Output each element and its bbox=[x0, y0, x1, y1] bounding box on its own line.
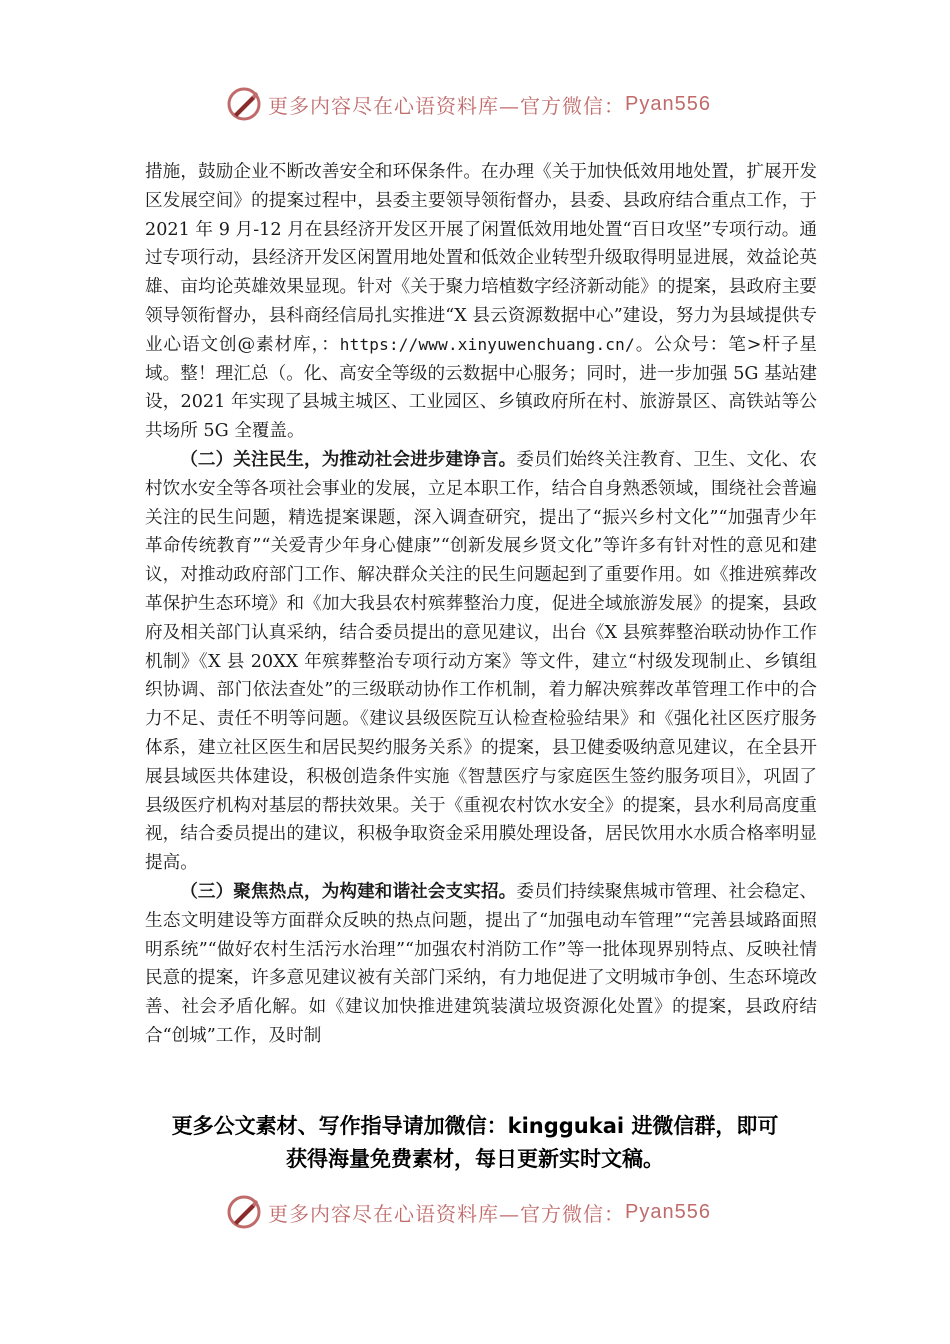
paragraph-3-text: 委员们持续聚焦城市管理、社会稳定、生态文明建设等方面群众反映的热点问题，提出了“加强电动车管理”“完善县域路面照明系统”“做好农村生活污水治理”“加强农村消防工作”等一批体现界别特点、反映社情民意的提案，许多意见建议被有关部门采纳，有力地促进了文明城市争创、生态环境改善、社会矛盾化解。如《建议加快推进建筑装潢垃圾资源化处置》的提案，县政府结合“创城”工作，及时制 bbox=[145, 881, 817, 1046]
section-heading-3: （三）聚焦热点，为构建和谐社会支实招。 bbox=[180, 880, 517, 902]
website-url: https://www.xinyuwenchuang.cn/ bbox=[339, 334, 635, 354]
promo-banner bbox=[120, 1110, 830, 1176]
document-body bbox=[145, 158, 817, 1051]
paragraph-1 bbox=[145, 158, 817, 446]
watermark-text: 更多内容尽在心语资料库—官方微信： bbox=[268, 1201, 625, 1226]
section-heading-2: （二）关注民生，为推动社会进步建诤言。 bbox=[180, 448, 517, 470]
paragraph-1-text: 措施，鼓励企业不断改善安全和环保条件。在办理《关于加快低效用地处置，扩展开发区发展空间》的提案过程中，县委主要领导领衔督办，县委、县政府结合重点工作，于 2021 年 9 月-12 月在县经济开发区开展了闲置低效用地处置“百日攻坚”专项行动。通过专项行动，县经济开发区闲置用地处置和低效企业转型升级取得明显进展，效益论英雄、亩均论英雄效果显现。针对《关于聚力培植数字经济新动能》的提案，县政府主要领导领衔督办，县科商经信局扎实推进“X 县云资源数据中心”建设，努力为县域提供专业心语文创@素材库，： bbox=[145, 162, 817, 355]
promo-line-1: 更多公文素材、写作指导请加微信：kinggukai 进微信群，即可 bbox=[171, 1114, 779, 1138]
paragraph-3 bbox=[145, 878, 817, 1051]
paragraph-2-text: 委员们始终关注教育、卫生、文化、农村饮水安全等各项社会事业的发展，立足本职工作，结合自身熟悉领域，围绕社会普遍关注的民生问题，精选提案课题，深入调查研究，提出了“振兴乡村文化”“加强青少年革命传统教育”“关爱青少年身心健康”“创新发展乡贤文化”等许多有针对性的意见和建议，对推动政府部门工作、解决群众关注的民生问题起到了重要作用。如《推进殡葬改革保护生态环境》和《加大我县农村殡葬整治力度，促进全域旅游发展》的提案，县政府及相关部门认真采纳，结合委员提出的意见建议，出台《X 县殡葬整治联动协作工作机制》《X 县 20XX 年殡葬整治专项行动方案》等文件，建立“村级发现制止、乡镇组织协调、部门依法查处”的三级联动协作工作机制，着力解决殡葬改革管理工作中的合力不足、责任不明等问题。《建议县级医院互认检查检验结果》和《强化社区医疗服务体系，建立社区医生和居民契约服务关系》的提案，县卫健委吸纳意见建议，在全县开展县域医共体建设，积极创造条件实施《智慧医疗与家庭医生签约服务项目》，巩固了县级医疗机构对基层的帮扶效果。关于《重视农村饮水安全》的提案，县水利局高度重视，结合委员提出的建议，积极争取资金采用膜处理设备，居民饮用水水质合格率明显提高。 bbox=[145, 449, 817, 874]
watermark-id: Pyan556 bbox=[625, 1200, 711, 1223]
watermark-text: 更多内容尽在心语资料库—官方微信： bbox=[268, 93, 625, 118]
pen-logo-icon bbox=[226, 1194, 262, 1230]
watermark-id: Pyan556 bbox=[625, 92, 711, 115]
paragraph-2 bbox=[145, 446, 817, 878]
promo-line-2: 获得海量免费素材，每日更新实时文稿。 bbox=[286, 1147, 664, 1171]
pen-logo-icon bbox=[226, 86, 262, 122]
watermark-footer bbox=[226, 1192, 711, 1232]
watermark-header bbox=[226, 84, 711, 124]
paragraph-1-tail: 。公众号：笔>杆子星域。整！理汇总（。化、高安全等级的云数据中心服务；同时，进一步加强 5G 基站建设，2021 年实现了县城主城区、工业园区、乡镇政府所在村、旅游景区、高铁站等公共场所 5G 全覆盖。 bbox=[145, 334, 818, 442]
